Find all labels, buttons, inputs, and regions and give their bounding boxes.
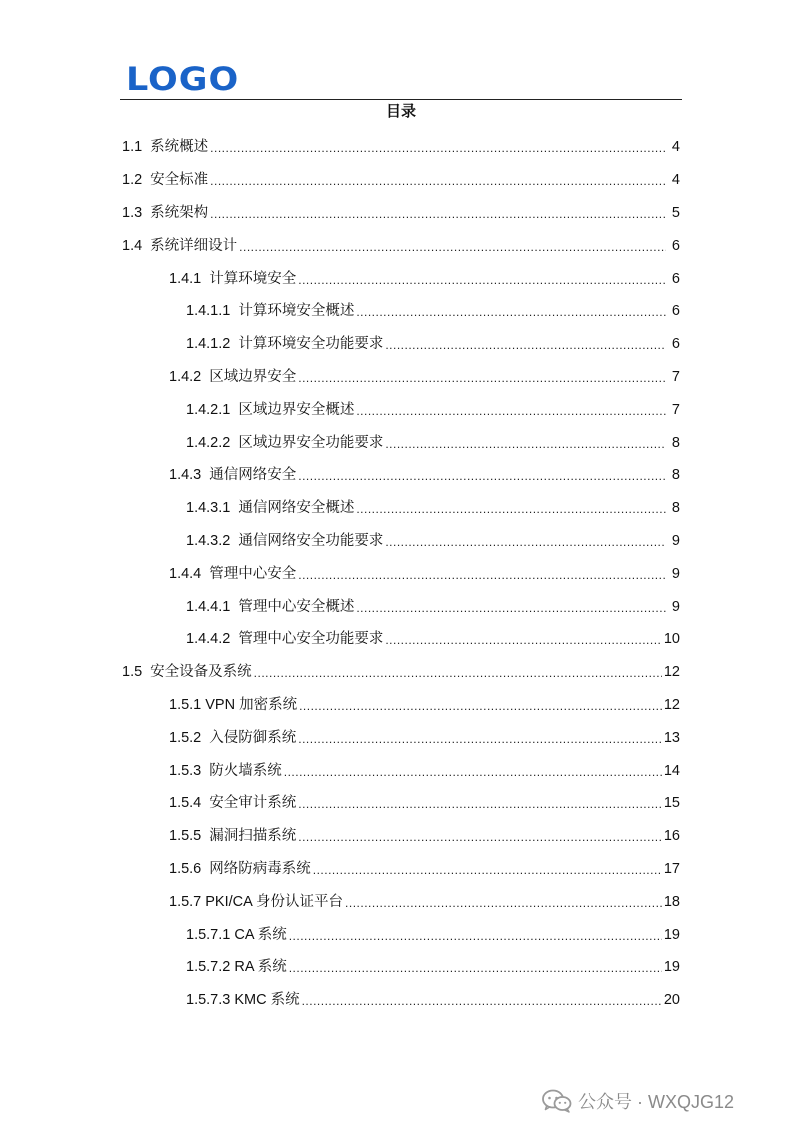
page-number: 7 [671,368,680,385]
page-number: 7 [671,401,680,418]
page-number: 4 [671,172,680,189]
dot-leader [284,763,662,781]
entry-title: 网络防病毒系统 [209,860,311,877]
dot-leader [210,172,666,190]
watermark-text: 公众号 · WXQJG12 [578,1092,735,1112]
entry-title: 管理中心安全功能要求 [238,631,384,648]
page-number: 6 [671,303,680,320]
dot-leader [385,435,666,453]
entry-number: 1.5.6 [169,860,202,877]
page-number: 8 [671,434,680,451]
entry-title: 通信网络安全 [209,467,297,484]
dot-leader [298,566,666,584]
toc-entry[interactable] [120,721,680,754]
dot-leader [299,697,662,715]
entry-number: 1.5.7.1 [186,926,231,943]
toc-entry[interactable] [120,984,680,1017]
header-rule [120,99,682,100]
page-number: 16 [663,828,680,845]
dot-leader [385,533,666,551]
page-number: 19 [663,959,680,976]
page-number: 8 [671,500,680,517]
page-number: 8 [671,467,680,484]
page-number: 5 [671,204,680,221]
entry-title: RA 系统 [234,959,287,976]
dot-leader [302,992,662,1010]
toc-entry[interactable] [120,525,680,558]
logo: LOGO [126,61,240,99]
entry-title: 安全设备及系统 [150,664,252,681]
entry-title: 计算环境安全概述 [238,303,355,320]
toc-entry[interactable] [120,656,680,689]
entry-number: 1.4.4 [169,565,202,582]
page-number: 12 [663,696,680,713]
entry-number: 1.5.7.3 [186,992,231,1009]
entry-title: 区域边界安全 [209,368,297,385]
entry-number: 1.4.4.2 [186,631,231,648]
entry-number: 1.4.2 [169,368,202,385]
toc-entry[interactable] [120,951,680,984]
page-number: 10 [663,631,680,648]
entry-number: 1.4.3.2 [186,532,231,549]
entry-title: 漏洞扫描系统 [209,828,297,845]
entry-number: 1.5.7 [169,893,202,910]
toc-entry[interactable] [120,426,680,459]
entry-number: 1.4.2.2 [186,434,231,451]
toc-entry[interactable] [120,820,680,853]
page-number: 6 [671,336,680,353]
dot-leader [356,402,666,420]
entry-number: 1.4 [122,237,143,254]
dot-leader [298,467,666,485]
entry-title: KMC 系统 [234,992,300,1009]
dot-leader [254,664,662,682]
entry-title: 系统详细设计 [150,237,238,254]
dot-leader [239,238,666,256]
toc-entry[interactable] [120,229,680,262]
entry-number: 1.4.1.1 [186,303,231,320]
toc-entry[interactable] [120,459,680,492]
page-number: 9 [671,598,680,615]
page-number: 9 [671,532,680,549]
entry-title: 防火墙系统 [209,762,282,779]
dot-leader [356,303,666,321]
toc-entry[interactable] [120,689,680,722]
entry-title: 安全审计系统 [209,795,297,812]
toc-entry[interactable] [120,787,680,820]
entry-title: PKI/CA 身份认证平台 [205,893,344,910]
toc-entry[interactable] [120,393,680,426]
entry-number: 1.4.1.2 [186,336,231,353]
entry-number: 1.1 [122,139,143,156]
page-number: 17 [663,860,680,877]
dot-leader [210,139,666,157]
toc-entry[interactable] [120,590,680,623]
entry-number: 1.4.3.1 [186,500,231,517]
entry-number: 1.5.1 [169,696,202,713]
entry-title: 区域边界安全概述 [238,401,355,418]
entry-number: 1.2 [122,172,143,189]
page-number: 9 [671,565,680,582]
entry-number: 1.5.4 [169,795,202,812]
page-number: 12 [663,664,680,681]
entry-number: 1.5.7.2 [186,959,231,976]
toc-entry[interactable] [120,557,680,590]
dot-leader [298,369,666,387]
entry-title: 系统概述 [150,139,209,156]
toc-entry[interactable] [120,361,680,394]
entry-number: 1.5 [122,664,143,681]
entry-title: 入侵防御系统 [209,729,297,746]
dot-leader [298,828,662,846]
page-number: 13 [663,729,680,746]
toc-entry[interactable] [120,262,680,295]
dot-leader [385,631,662,649]
toc-entry[interactable] [120,492,680,525]
page-number: 6 [671,270,680,287]
dot-leader [385,336,666,354]
toc-entry[interactable] [120,328,680,361]
entry-title: 计算环境安全 [209,270,297,287]
dot-leader [298,730,662,748]
entry-number: 1.5.3 [169,762,202,779]
table-of-contents [120,131,680,1017]
page-number: 4 [671,139,680,156]
page-number: 14 [663,762,680,779]
page-number: 6 [671,237,680,254]
dot-leader [356,599,666,617]
entry-title: 系统架构 [150,204,209,221]
toc-entry[interactable] [120,918,680,951]
page-number: 20 [663,992,680,1009]
dot-leader [289,959,662,977]
page-number: 18 [663,893,680,910]
entry-title: CA 系统 [234,926,287,943]
dot-leader [289,927,662,945]
entry-number: 1.4.2.1 [186,401,231,418]
dot-leader [356,500,666,518]
dot-leader [298,795,662,813]
toc-entry[interactable] [120,131,680,164]
dot-leader [313,861,662,879]
page-number: 19 [663,926,680,943]
toc-entry[interactable] [120,295,680,328]
entry-number: 1.4.1 [169,270,202,287]
toc-entry[interactable] [120,197,680,230]
dot-leader [210,205,666,223]
page-number: 15 [663,795,680,812]
entry-number: 1.5.5 [169,828,202,845]
entry-title: 通信网络安全功能要求 [238,532,384,549]
dot-leader [298,271,666,289]
toc-entry[interactable] [120,853,680,886]
toc-entry[interactable] [120,885,680,918]
toc-entry[interactable] [120,623,680,656]
dot-leader [345,894,662,912]
entry-number: 1.4.4.1 [186,598,231,615]
entry-number: 1.5.2 [169,729,202,746]
wechat-icon [542,1089,572,1113]
entry-title: 通信网络安全概述 [238,500,355,517]
entry-title: 安全标准 [150,172,209,189]
entry-number: 1.4.3 [169,467,202,484]
toc-entry[interactable] [120,754,680,787]
entry-title: 管理中心安全概述 [238,598,355,615]
entry-title: 管理中心安全 [209,565,297,582]
entry-number: 1.3 [122,204,143,221]
watermark [542,1088,734,1114]
entry-title: VPN 加密系统 [205,696,298,713]
toc-entry[interactable] [120,164,680,197]
entry-title: 区域边界安全功能要求 [238,434,384,451]
entry-title: 计算环境安全功能要求 [238,336,384,353]
toc-title: 目录 [385,103,416,120]
